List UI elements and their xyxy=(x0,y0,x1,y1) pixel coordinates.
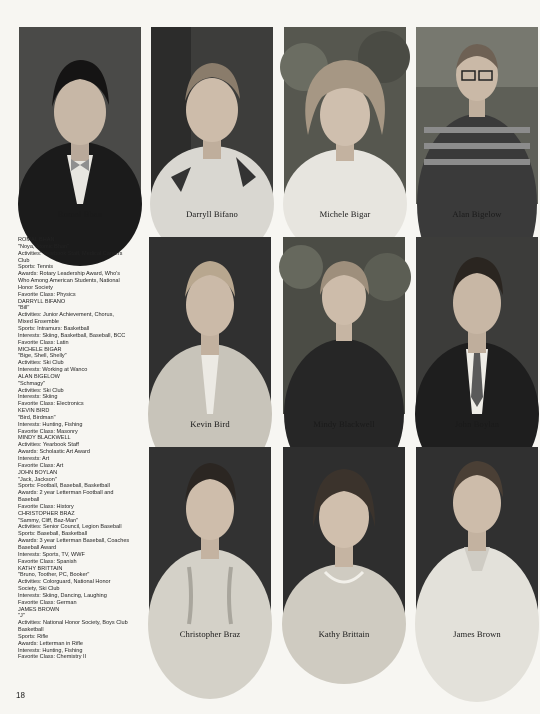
portrait-outdoor-icon xyxy=(283,237,405,414)
bio-line: Interests: Sports, TV, WWF xyxy=(18,551,85,558)
bio-line: MICHELE BIGAR xyxy=(18,346,62,353)
bio-line: "Schmagy" xyxy=(18,380,46,387)
name-caption: Kathy Brittain xyxy=(318,629,370,639)
bio-line: "Bruno, Toother, PC, Booker" xyxy=(18,572,90,579)
bio-line: Interests: Working at Wanco xyxy=(18,367,88,374)
bio-line: Activities: Yearbook Staff, Medical Careers xyxy=(18,250,123,257)
bio-line: Activities: Ski Club xyxy=(18,387,64,394)
page-number: 18 xyxy=(16,691,25,700)
portrait-suit-tie-icon xyxy=(416,237,538,414)
bio-line: Favorite Class: Physics xyxy=(18,291,76,298)
portrait-curly-hair-icon xyxy=(284,27,406,204)
bio-line: Awards: Scholastic Art Award xyxy=(18,449,90,456)
bio-line: Activities: Colorguard, National Honor xyxy=(18,579,111,586)
bio-line: JAMES BROWN xyxy=(18,606,60,613)
portrait-pearls-icon xyxy=(283,447,405,624)
bio-line: "Noya, Atomic Bhan" xyxy=(18,243,70,250)
bio-line: CHRISTOPHER BRAZ xyxy=(18,510,75,517)
bio-line: Sports: Football, Baseball, Basketball xyxy=(18,483,110,490)
bio-line: Who Among American Students, National xyxy=(18,278,120,285)
name-caption: John Boylan xyxy=(454,419,500,429)
photo-kathy-brittain xyxy=(283,447,405,624)
bio-line: JOHN BOYLAN xyxy=(18,469,58,476)
portrait-light-suit-icon xyxy=(149,237,271,414)
name-caption: Michele Bigar xyxy=(319,209,371,219)
bio-line: MINDY BLACKWELL xyxy=(18,435,71,442)
bio-line: Society, Ski Club xyxy=(18,586,60,593)
name-caption: Kevin Bird xyxy=(190,419,230,429)
bio-line: Club xyxy=(18,257,30,264)
bio-line: KATHY BRITTAIN xyxy=(18,565,63,572)
bio-line: Basketball xyxy=(18,627,44,634)
photo-romal-bhan xyxy=(19,27,141,204)
bio-line: Interests: Skiing, Dancing, Laughing xyxy=(18,592,107,599)
photo-john-boylan xyxy=(416,237,538,414)
bio-line: Interests: Skiing xyxy=(18,394,58,401)
bio-line: Sports: Rifle xyxy=(18,633,49,640)
portrait-cable-sweater-icon xyxy=(149,447,271,624)
portrait-polo-shirt-icon xyxy=(416,447,538,624)
name-caption: Romal Bhan xyxy=(57,209,103,219)
bio-line: "Bird, Birdman" xyxy=(18,414,56,421)
bio-line: Activities: Junior Achievement, Chorus, xyxy=(18,312,114,319)
bio-line: Baseball Award xyxy=(18,544,57,551)
name-caption: Mindy Blackwell xyxy=(313,419,375,429)
bio-line: "Sammy, Cliff, Baz-Man" xyxy=(18,517,79,524)
bio-line: "J" xyxy=(18,613,25,620)
photo-alan-bigelow xyxy=(416,27,538,204)
photo-christopher-braz xyxy=(149,447,271,624)
bio-line: Activities: Ski Club xyxy=(18,360,64,367)
portrait-glasses-striped-shirt-icon xyxy=(416,27,538,204)
bio-line: Awards: Rotary Leadership Award, Who's xyxy=(18,271,120,278)
portrait-dark-hair-bowtie-icon xyxy=(19,27,141,204)
portrait-sweater-icon xyxy=(151,27,273,204)
student-bios xyxy=(18,237,145,661)
bio-line: "Bige, Shell, Shelly" xyxy=(18,353,67,360)
bio-line: Baseball xyxy=(18,497,40,504)
bio-line: Sports: Intramurs: Basketball xyxy=(18,325,90,332)
bio-line: Favorite Class: Latin xyxy=(18,339,69,346)
bio-line: Interests: Skiing, Basketball, Baseball, BCC xyxy=(18,332,126,339)
bio-line: Awards: 2 year Letterman Football and xyxy=(18,490,114,497)
bio-line: Honor Society xyxy=(18,284,53,291)
name-caption: Alan Bigelow xyxy=(452,209,502,219)
bio-line: "Bill" xyxy=(18,305,30,312)
bio-line: KEVIN BIRD xyxy=(18,408,50,415)
name-caption: James Brown xyxy=(453,629,501,639)
bio-line: Interests: Art xyxy=(18,456,50,462)
bio-line: Favorite Class: History xyxy=(18,503,74,510)
photo-michele-bigar xyxy=(284,27,406,204)
bio-line: Favorite Class: German xyxy=(18,599,77,606)
bio-line: DARRYLL BIFANO xyxy=(18,298,66,305)
bio-line: Interests: Hunting, Fishing xyxy=(18,421,83,428)
name-caption: Christopher Braz xyxy=(179,629,241,639)
bio-line: Mixed Ensemble xyxy=(18,319,60,326)
bio-line: Favorite Class: Spanish xyxy=(18,558,77,565)
bio-line: Favorite Class: Electronics xyxy=(18,401,84,408)
bio-line: ROMAL BHAN xyxy=(18,237,55,243)
photo-darryll-bifano xyxy=(151,27,273,204)
bio-line: Awards: 3 year Letterman Baseball, Coaches xyxy=(18,538,130,545)
bio-line: Favorite Class: Masonry xyxy=(18,428,78,435)
photo-kevin-bird xyxy=(149,237,271,414)
bio-line: Sports: Tennis xyxy=(18,264,54,271)
bio-line: Favorite Class: Art xyxy=(18,462,64,469)
bio-line: Activities: National Honor Society, Boys Club xyxy=(18,620,128,627)
photo-james-brown xyxy=(416,447,538,624)
bio-line: Sports: Baseball, Basketball xyxy=(18,531,88,538)
bio-line: "Jack, Jackson" xyxy=(18,476,57,483)
photo-mindy-blackwell xyxy=(283,237,405,414)
bio-line: Activities: Yearbook Staff xyxy=(18,442,79,449)
bio-line: Activities: Senior Council, Legion Baseball xyxy=(18,524,122,531)
bio-line: Interests: Hunting, Fishing xyxy=(18,647,83,654)
name-caption: Darryll Bifano xyxy=(186,209,238,219)
bio-line: Awards: Letterman in Rifle xyxy=(18,640,83,647)
bio-line: ALAN BIGELOW xyxy=(18,373,60,380)
bio-line: Favorite Class: Chemistry II xyxy=(18,654,87,661)
